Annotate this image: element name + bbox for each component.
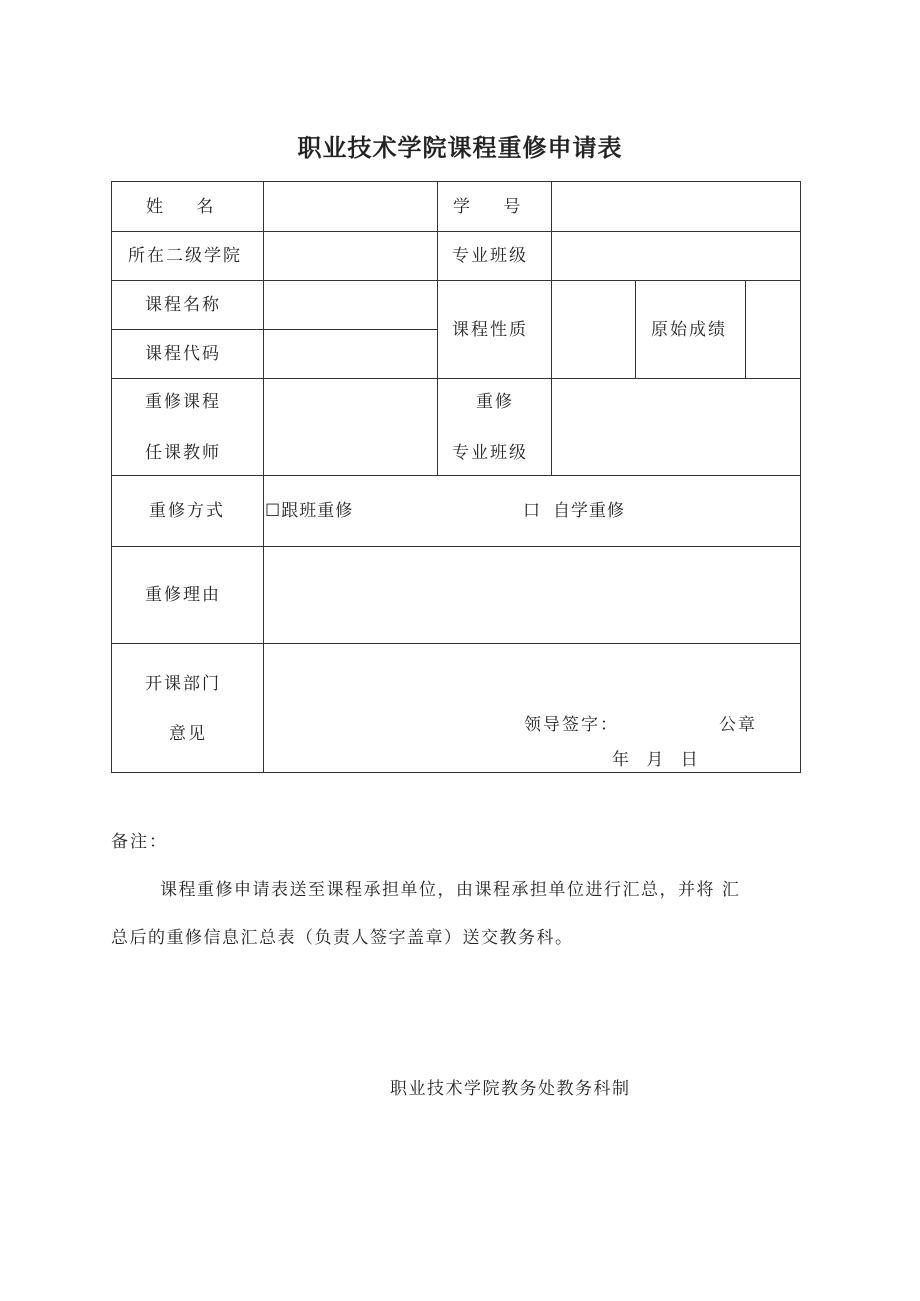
- reason-label: 重修理由: [145, 585, 221, 605]
- table-border-right: [800, 181, 801, 773]
- college-label: 所在二级学院: [128, 246, 242, 266]
- student-id-field[interactable]: [552, 182, 800, 231]
- course-nature-label: 课程性质: [452, 320, 528, 340]
- course-code-field[interactable]: [264, 330, 437, 378]
- form-title: 职业技术学院课程重修申请表: [297, 134, 623, 162]
- major-class-label: 专业班级: [452, 246, 528, 266]
- dept-opinion-label-line2: 意见: [169, 724, 207, 744]
- course-nature-field[interactable]: [552, 281, 635, 378]
- dept-opinion-field[interactable]: [264, 644, 800, 772]
- course-name-field[interactable]: [264, 281, 437, 329]
- row-divider: [111, 475, 801, 476]
- method-option-follow-class-label: 跟班重修: [281, 501, 354, 521]
- original-score-field[interactable]: [746, 281, 800, 378]
- date-label: 年 月 日: [612, 750, 704, 770]
- original-score-label: 原始成绩: [651, 320, 727, 340]
- retake-class-label-line2: 专业班级: [452, 443, 528, 463]
- checkbox-icon[interactable]: 口: [523, 501, 541, 521]
- notes-line-1: 课程重修申请表送至课程承担单位，由课程承担单位进行汇总，并将 汇: [160, 880, 741, 900]
- signature-label: 领导签字：: [524, 715, 619, 735]
- retake-teacher-field[interactable]: [264, 379, 437, 475]
- method-option-self-study[interactable]: [523, 499, 625, 523]
- table-border-bottom: [111, 772, 801, 773]
- retake-class-label-line1: 重修: [476, 392, 514, 412]
- table-border-left: [111, 181, 112, 773]
- course-name-label: 课程名称: [145, 295, 221, 315]
- notes-heading: 备注：: [111, 832, 168, 852]
- name-field[interactable]: [264, 182, 437, 231]
- checkbox-icon[interactable]: ☐: [265, 501, 282, 521]
- college-field[interactable]: [264, 232, 437, 280]
- retake-teacher-label-line2: 任课教师: [145, 443, 221, 463]
- column-divider: [635, 280, 636, 379]
- row-divider: [111, 280, 801, 281]
- column-divider: [437, 181, 438, 476]
- notes-line-2: 总后的重修信息汇总表（负责人签字盖章）送交教务科。: [111, 928, 574, 948]
- method-option-follow-class[interactable]: [265, 499, 353, 523]
- method-label: 重修方式: [149, 501, 225, 521]
- name-label: 姓 名: [146, 197, 228, 217]
- retake-class-field[interactable]: [552, 379, 800, 475]
- student-id-label: 学 号: [453, 197, 535, 217]
- retake-teacher-label-line1: 重修课程: [145, 392, 221, 412]
- method-option-self-study-label: 自学重修: [553, 501, 625, 521]
- major-class-field[interactable]: [552, 232, 800, 280]
- footer-issuer: 职业技术学院教务处教务科制: [390, 1079, 631, 1099]
- dept-opinion-label-line1: 开课部门: [145, 674, 221, 694]
- course-code-label: 课程代码: [145, 344, 221, 364]
- seal-label: 公章: [719, 715, 757, 735]
- reason-field[interactable]: [264, 547, 800, 643]
